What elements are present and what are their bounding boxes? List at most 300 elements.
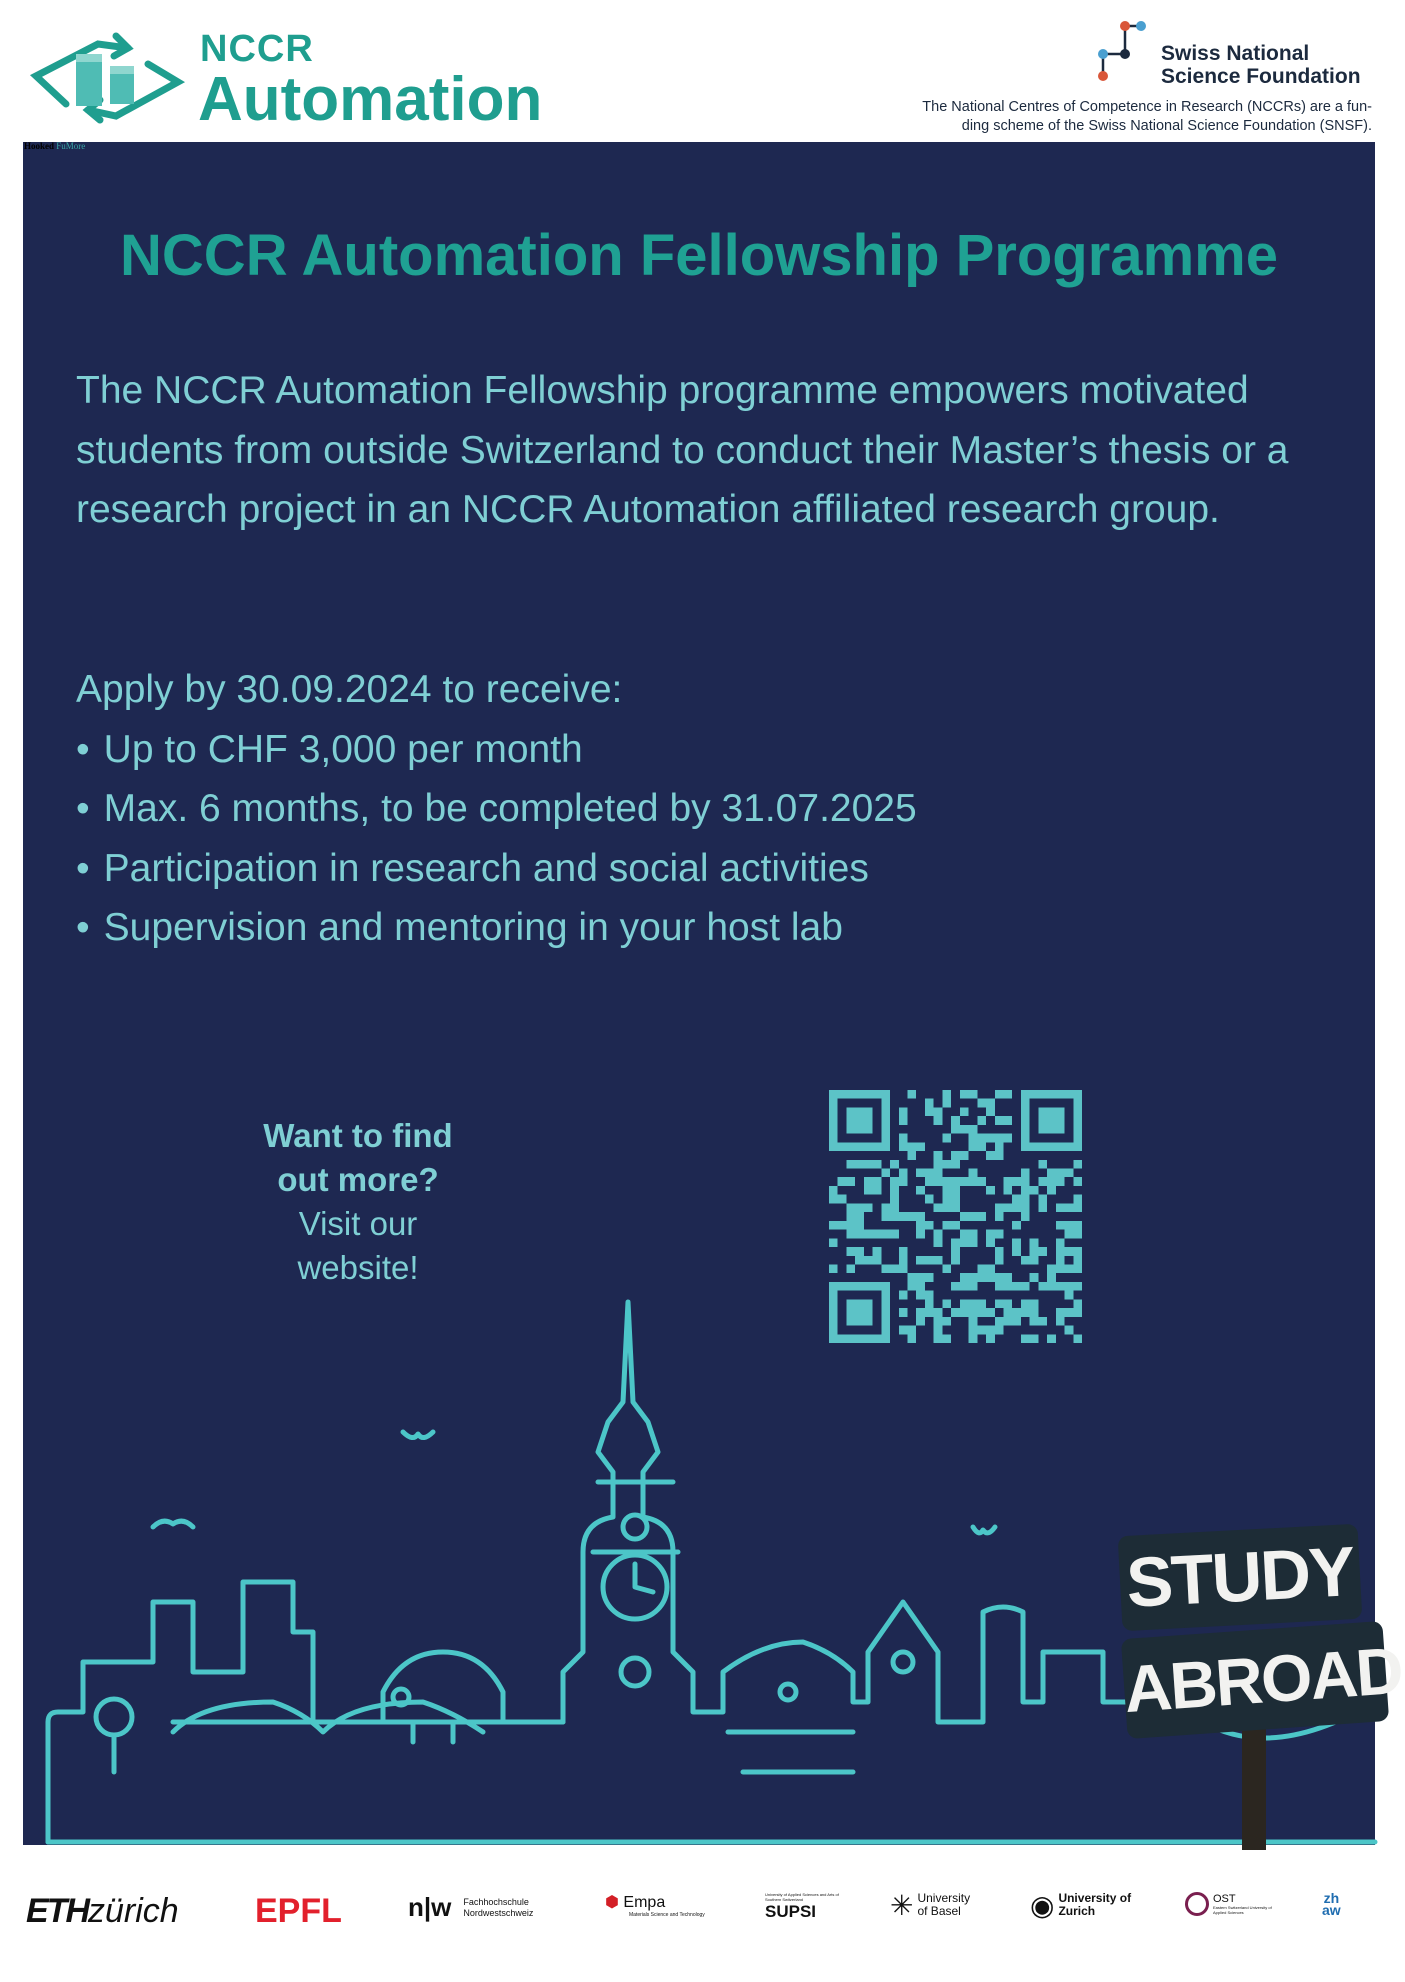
qr-module xyxy=(1021,1169,1030,1178)
qr-module xyxy=(855,1116,864,1125)
snsf-line2: Science Foundation xyxy=(1161,65,1361,88)
qr-module xyxy=(1047,1186,1056,1195)
qr-module xyxy=(1003,1177,1012,1186)
qr-module xyxy=(1065,1282,1074,1291)
qr-module xyxy=(1073,1107,1082,1116)
benefit-item: • Up to CHF 3,000 per month xyxy=(76,720,917,780)
qr-module xyxy=(855,1107,864,1116)
qr-module xyxy=(1038,1160,1047,1169)
qr-module xyxy=(1073,1134,1082,1143)
benefits-list xyxy=(76,720,917,958)
qr-module xyxy=(890,1203,899,1212)
qr-module xyxy=(960,1230,969,1239)
overlay-text xyxy=(24,141,85,151)
qr-module xyxy=(977,1264,986,1273)
qr-module xyxy=(890,1177,899,1186)
qr-module xyxy=(977,1177,986,1186)
qr-module xyxy=(1073,1256,1082,1265)
snsf-logo xyxy=(1095,20,1375,90)
qr-module xyxy=(864,1116,873,1125)
qr-module xyxy=(1012,1247,1021,1256)
qr-module xyxy=(855,1090,864,1099)
qr-module xyxy=(925,1195,934,1204)
qr-module xyxy=(1012,1282,1021,1291)
qr-module xyxy=(881,1107,890,1116)
qr-module xyxy=(1073,1177,1082,1186)
qr-module xyxy=(969,1282,978,1291)
qr-module xyxy=(1021,1186,1030,1195)
qr-module xyxy=(1065,1090,1074,1099)
qr-module xyxy=(1030,1256,1039,1265)
qr-module xyxy=(899,1291,908,1300)
qr-module xyxy=(1056,1282,1065,1291)
qr-module xyxy=(951,1151,960,1160)
qr-module xyxy=(1047,1264,1056,1273)
qr-module xyxy=(1038,1107,1047,1116)
qr-module xyxy=(942,1221,951,1230)
qr-module xyxy=(881,1142,890,1151)
qr-module xyxy=(1065,1264,1074,1273)
qr-module xyxy=(908,1273,917,1282)
benefit-item: • Supervision and mentoring in your host lab xyxy=(76,898,917,958)
partner-epfl: EPFL xyxy=(255,1892,342,1930)
partner-uzh: ◉ University of Zurich xyxy=(1030,1889,1132,1921)
qr-module xyxy=(846,1090,855,1099)
qr-module xyxy=(1030,1090,1039,1099)
qr-module xyxy=(934,1107,943,1116)
qr-module xyxy=(899,1142,908,1151)
qr-module xyxy=(1047,1169,1056,1178)
qr-module xyxy=(995,1230,1004,1239)
qr-module xyxy=(873,1142,882,1151)
qr-module xyxy=(855,1142,864,1151)
qr-module xyxy=(1073,1142,1082,1151)
snsf-line1: Swiss National xyxy=(1161,42,1310,65)
qr-module xyxy=(864,1282,873,1291)
qr-module xyxy=(1038,1282,1047,1291)
qr-module xyxy=(846,1116,855,1125)
qr-module xyxy=(899,1177,908,1186)
qr-module xyxy=(855,1203,864,1212)
qr-module xyxy=(855,1247,864,1256)
qr-module xyxy=(934,1256,943,1265)
logo-line2: Automation xyxy=(198,65,543,134)
qr-module xyxy=(1056,1090,1065,1099)
qr-module xyxy=(942,1203,951,1212)
qr-module xyxy=(1073,1125,1082,1134)
qr-module xyxy=(829,1282,838,1291)
qr-module xyxy=(899,1264,908,1273)
qr-module xyxy=(1073,1221,1082,1230)
qr-module xyxy=(1073,1203,1082,1212)
qr-module xyxy=(873,1282,882,1291)
qr-module xyxy=(916,1256,925,1265)
qr-module xyxy=(986,1107,995,1116)
qr-module xyxy=(838,1090,847,1099)
qr-module xyxy=(969,1273,978,1282)
qr-module xyxy=(864,1230,873,1239)
qr-module xyxy=(1038,1195,1047,1204)
qr-module xyxy=(1056,1116,1065,1125)
qr-module xyxy=(899,1169,908,1178)
qr-module xyxy=(881,1169,890,1178)
qr-module xyxy=(986,1134,995,1143)
qr-module xyxy=(881,1264,890,1273)
qr-module xyxy=(969,1090,978,1099)
qr-module xyxy=(977,1134,986,1143)
note-line2: ding scheme of the Swiss National Science Foundation (SNSF). xyxy=(961,118,1372,134)
qr-module xyxy=(829,1134,838,1143)
qr-module xyxy=(1047,1273,1056,1282)
qr-module xyxy=(881,1203,890,1212)
qr-module xyxy=(881,1125,890,1134)
qr-module xyxy=(942,1090,951,1099)
qr-module xyxy=(916,1221,925,1230)
qr-module xyxy=(846,1264,855,1273)
qr-module xyxy=(960,1177,969,1186)
qr-module xyxy=(829,1291,838,1300)
qr-module xyxy=(1065,1230,1074,1239)
qr-module xyxy=(846,1107,855,1116)
qr-module xyxy=(1073,1247,1082,1256)
qr-module xyxy=(969,1142,978,1151)
qr-module xyxy=(1038,1116,1047,1125)
nccr-automation-logo xyxy=(28,26,548,134)
qr-module xyxy=(951,1256,960,1265)
qr-module xyxy=(873,1230,882,1239)
qr-module xyxy=(846,1203,855,1212)
qr-module xyxy=(1021,1195,1030,1204)
qr-module xyxy=(864,1203,873,1212)
qr-module xyxy=(855,1160,864,1169)
qr-module xyxy=(995,1090,1004,1099)
qr-module xyxy=(838,1221,847,1230)
qr-module xyxy=(1021,1134,1030,1143)
qr-module xyxy=(1003,1090,1012,1099)
qr-module xyxy=(1012,1195,1021,1204)
qr-module xyxy=(986,1273,995,1282)
qr-module xyxy=(1003,1203,1012,1212)
qr-module xyxy=(969,1169,978,1178)
qr-module xyxy=(908,1151,917,1160)
qr-module xyxy=(1073,1230,1082,1239)
qr-module xyxy=(829,1142,838,1151)
qr-module xyxy=(960,1125,969,1134)
qr-module xyxy=(986,1264,995,1273)
qr-module xyxy=(829,1195,838,1204)
qr-module xyxy=(960,1238,969,1247)
logo-line1: NCCR xyxy=(200,28,314,70)
qr-module xyxy=(1038,1203,1047,1212)
qr-module xyxy=(881,1134,890,1143)
qr-module xyxy=(890,1230,899,1239)
qr-module xyxy=(1065,1142,1074,1151)
qr-module xyxy=(942,1195,951,1204)
overlay-b: FuMore xyxy=(56,141,86,151)
qr-module xyxy=(1056,1256,1065,1265)
qr-module xyxy=(1003,1116,1012,1125)
qr-module xyxy=(1047,1090,1056,1099)
qr-module xyxy=(873,1177,882,1186)
qr-module xyxy=(1073,1116,1082,1125)
benefit-item: • Max. 6 months, to be completed by 31.07.2025 xyxy=(76,779,917,839)
qr-module xyxy=(977,1212,986,1221)
qr-module xyxy=(951,1125,960,1134)
qr-module xyxy=(829,1186,838,1195)
qr-module xyxy=(995,1212,1004,1221)
qr-module xyxy=(1073,1282,1082,1291)
qr-module xyxy=(1021,1212,1030,1221)
qr-module xyxy=(1003,1134,1012,1143)
qr-module xyxy=(1012,1177,1021,1186)
qr-module xyxy=(890,1264,899,1273)
qr-module xyxy=(995,1256,1004,1265)
qr-module xyxy=(960,1090,969,1099)
qr-module xyxy=(1030,1247,1039,1256)
qr-module xyxy=(1065,1247,1074,1256)
qr-module xyxy=(1003,1186,1012,1195)
qr-module xyxy=(881,1116,890,1125)
qr-module xyxy=(925,1273,934,1282)
qr-module xyxy=(890,1186,899,1195)
qr-module xyxy=(1038,1177,1047,1186)
poster-title: NCCR Automation Fellowship Programme xyxy=(120,223,1278,288)
qr-module xyxy=(942,1186,951,1195)
cta-line2: out more? xyxy=(277,1161,439,1198)
qr-module xyxy=(846,1221,855,1230)
qr-module xyxy=(855,1230,864,1239)
qr-module xyxy=(864,1256,873,1265)
qr-module xyxy=(1056,1221,1065,1230)
qr-module xyxy=(934,1116,943,1125)
qr-module xyxy=(969,1125,978,1134)
qr-module xyxy=(1065,1291,1074,1300)
qr-module xyxy=(925,1177,934,1186)
qr-module xyxy=(960,1273,969,1282)
qr-module xyxy=(838,1142,847,1151)
sign-top: STUDY xyxy=(1118,1524,1363,1631)
qr-module xyxy=(951,1221,960,1230)
qr-module xyxy=(1012,1221,1021,1230)
qr-module xyxy=(1065,1221,1074,1230)
qr-module xyxy=(1047,1107,1056,1116)
qr-module xyxy=(1056,1264,1065,1273)
qr-module xyxy=(942,1177,951,1186)
qr-module xyxy=(960,1282,969,1291)
qr-module xyxy=(1056,1107,1065,1116)
qr-module xyxy=(899,1107,908,1116)
qr-module xyxy=(942,1160,951,1169)
qr-module xyxy=(916,1169,925,1178)
qr-module xyxy=(942,1099,951,1108)
qr-module xyxy=(873,1186,882,1195)
qr-module xyxy=(916,1212,925,1221)
apply-block xyxy=(76,660,917,958)
qr-module xyxy=(1047,1142,1056,1151)
qr-module xyxy=(960,1107,969,1116)
qr-module xyxy=(1038,1142,1047,1151)
qr-module xyxy=(890,1195,899,1204)
qr-module xyxy=(925,1107,934,1116)
qr-module xyxy=(1021,1107,1030,1116)
snsf-network-icon xyxy=(1095,20,1157,90)
qr-module xyxy=(881,1090,890,1099)
apply-deadline: Apply by 30.09.2024 to receive: xyxy=(76,668,623,711)
qr-module xyxy=(1030,1238,1039,1247)
partner-basel: ✳ University of Basel xyxy=(890,1889,971,1921)
qr-module xyxy=(846,1282,855,1291)
qr-module xyxy=(1047,1177,1056,1186)
qr-module xyxy=(881,1282,890,1291)
qr-module xyxy=(1047,1125,1056,1134)
qr-module xyxy=(1030,1273,1039,1282)
qr-module xyxy=(864,1125,873,1134)
qr-module xyxy=(1056,1177,1065,1186)
qr-module xyxy=(829,1090,838,1099)
qr-module xyxy=(1073,1099,1082,1108)
qr-module xyxy=(881,1291,890,1300)
qr-module xyxy=(864,1186,873,1195)
qr-module xyxy=(864,1142,873,1151)
qr-module xyxy=(977,1142,986,1151)
qr-module xyxy=(1047,1116,1056,1125)
partner-fhnw: n|w Fachhochschule Nordwestschweiz xyxy=(408,1892,534,1922)
qr-module xyxy=(951,1160,960,1169)
partner-ost: OST Eastern Switzerland University of Applied Sciences xyxy=(1185,1892,1283,1916)
qr-module xyxy=(873,1256,882,1265)
qr-module xyxy=(934,1238,943,1247)
qr-module xyxy=(986,1230,995,1239)
qr-module xyxy=(969,1212,978,1221)
qr-module xyxy=(829,1221,838,1230)
qr-module xyxy=(951,1116,960,1125)
qr-module xyxy=(855,1282,864,1291)
qr-module xyxy=(916,1186,925,1195)
study-abroad-sign xyxy=(1120,1530,1404,1850)
qr-module xyxy=(1012,1238,1021,1247)
partner-supsi: University of Applied Sciences and Arts of Southern Switzerland SUPSI xyxy=(765,1892,839,1921)
qr-module xyxy=(1056,1169,1065,1178)
qr-module xyxy=(916,1230,925,1239)
qr-module xyxy=(1021,1256,1030,1265)
sign-bottom: ABROAD xyxy=(1121,1621,1389,1739)
qr-module xyxy=(873,1160,882,1169)
nccr-cube-icon xyxy=(28,26,188,126)
qr-module xyxy=(995,1134,1004,1143)
qr-module xyxy=(1056,1238,1065,1247)
qr-module xyxy=(1056,1247,1065,1256)
qr-module xyxy=(846,1177,855,1186)
qr-module xyxy=(873,1247,882,1256)
qr-module xyxy=(986,1151,995,1160)
qr-module xyxy=(881,1230,890,1239)
qr-module xyxy=(960,1151,969,1160)
qr-module xyxy=(864,1160,873,1169)
qr-module xyxy=(1056,1142,1065,1151)
qr-module xyxy=(995,1282,1004,1291)
qr-module xyxy=(934,1230,943,1239)
qr-module xyxy=(977,1273,986,1282)
qr-module xyxy=(977,1116,986,1125)
qr-module xyxy=(1003,1273,1012,1282)
qr-module xyxy=(1030,1186,1039,1195)
qr-module xyxy=(995,1116,1004,1125)
qr-module xyxy=(1073,1195,1082,1204)
qr-module xyxy=(951,1282,960,1291)
qr-module xyxy=(864,1107,873,1116)
cta-line1: Want to find xyxy=(263,1117,453,1154)
nccr-note xyxy=(852,98,1372,136)
qr-module xyxy=(951,1247,960,1256)
qr-module xyxy=(986,1238,995,1247)
qr-module xyxy=(916,1273,925,1282)
qr-module xyxy=(1021,1099,1030,1108)
partner-empa: ⬢ Empa Materials Science and Technology xyxy=(605,1894,705,1918)
qr-module xyxy=(925,1291,934,1300)
qr-module xyxy=(942,1134,951,1143)
qr-module xyxy=(1073,1264,1082,1273)
qr-module xyxy=(1030,1142,1039,1151)
qr-module xyxy=(934,1160,943,1169)
qr-module xyxy=(846,1160,855,1169)
qr-module xyxy=(1021,1177,1030,1186)
qr-module xyxy=(846,1142,855,1151)
qr-module xyxy=(1073,1160,1082,1169)
partner-logos xyxy=(0,1880,1400,1950)
qr-module xyxy=(908,1142,917,1151)
qr-module xyxy=(960,1212,969,1221)
qr-module xyxy=(995,1151,1004,1160)
qr-module xyxy=(855,1125,864,1134)
qr-module xyxy=(1021,1282,1030,1291)
qr-module xyxy=(881,1212,890,1221)
qr-module xyxy=(951,1195,960,1204)
qr-module xyxy=(986,1099,995,1108)
qr-module xyxy=(1056,1203,1065,1212)
qr-module xyxy=(942,1264,951,1273)
qr-module xyxy=(829,1099,838,1108)
qr-module xyxy=(908,1090,917,1099)
qr-module xyxy=(1047,1282,1056,1291)
qr-module xyxy=(986,1186,995,1195)
qr-module xyxy=(969,1230,978,1239)
qr-module xyxy=(934,1151,943,1160)
qr-module xyxy=(1056,1125,1065,1134)
qr-module xyxy=(855,1221,864,1230)
qr-module xyxy=(899,1212,908,1221)
partner-eth: ETH zürich xyxy=(26,1892,179,1930)
qr-module xyxy=(829,1238,838,1247)
qr-module xyxy=(1038,1125,1047,1134)
poster-panel xyxy=(23,142,1404,1845)
qr-module xyxy=(838,1282,847,1291)
qr-module xyxy=(899,1134,908,1143)
qr-module xyxy=(881,1099,890,1108)
qr-module xyxy=(934,1169,943,1178)
qr-module xyxy=(1021,1125,1030,1134)
qr-module xyxy=(995,1247,1004,1256)
cta-line4: website! xyxy=(297,1249,419,1286)
qr-module xyxy=(829,1125,838,1134)
benefit-item: • Participation in research and social activities xyxy=(76,839,917,899)
qr-module xyxy=(969,1177,978,1186)
qr-module xyxy=(925,1099,934,1108)
qr-module xyxy=(995,1273,1004,1282)
cta-line3: Visit our xyxy=(298,1205,418,1242)
qr-module xyxy=(916,1282,925,1291)
qr-module xyxy=(969,1134,978,1143)
qr-module xyxy=(829,1116,838,1125)
